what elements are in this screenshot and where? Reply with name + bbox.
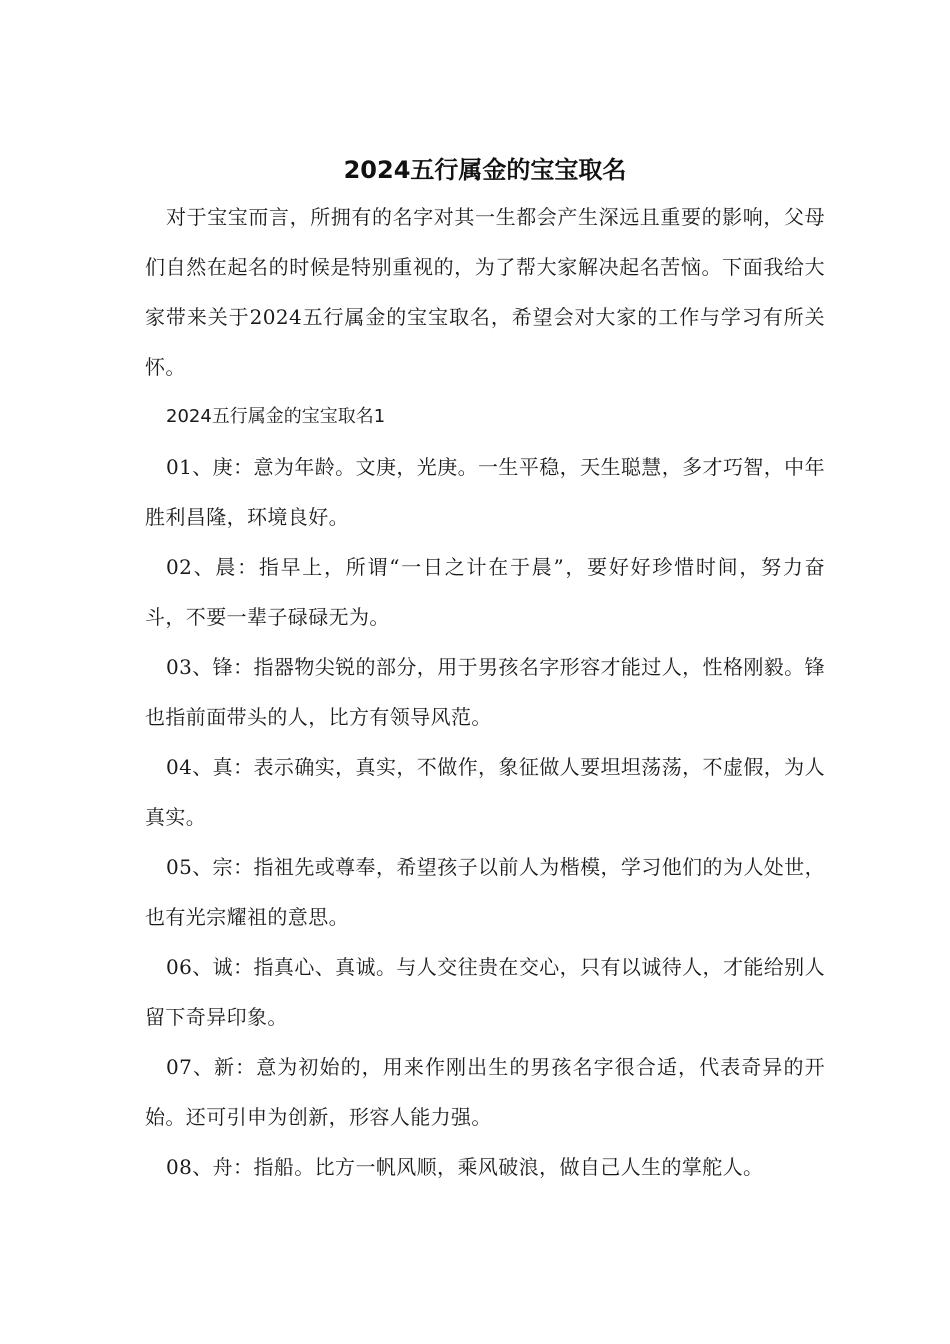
page-title: 2024五行属金的宝宝取名 xyxy=(343,156,627,184)
name-entry-07: 07、新：意为初始的，用来作刚出生的男孩名字很合适，代表奇异的开始。还可引申为创新，形容人能力强。 xyxy=(145,1055,825,1129)
section-heading: 2024五行属金的宝宝取名1 xyxy=(166,406,386,427)
name-entry-01: 01、庚：意为年龄。文庚，光庚。一生平稳，天生聪慧，多才巧智，中年胜利昌隆，环境良好。 xyxy=(145,455,825,529)
name-entry-08: 08、舟：指船。比方一帆风顺，乘风破浪，做自己人生的掌舵人。 xyxy=(166,1155,764,1179)
name-entry-04: 04、真：表示确实，真实，不做作，象征做人要坦坦荡荡，不虚假，为人真实。 xyxy=(145,755,825,829)
name-entry-03: 03、锋：指器物尖锐的部分，用于男孩名字形容才能过人，性格刚毅。锋也指前面带头的人，比方有领导风范。 xyxy=(145,655,825,729)
name-entry-05: 05、宗：指祖先或尊奉，希望孩子以前人为楷模，学习他们的为人处世，也有光宗耀祖的意思。 xyxy=(145,855,825,929)
intro-paragraph: 对于宝宝而言，所拥有的名字对其一生都会产生深远且重要的影响，父母们自然在起名的时候是特别重视的，为了帮大家解决起名苦恼。下面我给大家带来关于2024五行属金的宝宝取名，希望会对大家的工作与学习有所关怀。 xyxy=(145,205,825,379)
document-body xyxy=(145,150,825,1192)
name-entry-02: 02、晨：指早上，所谓“一日之计在于晨”，要好好珍惜时间，努力奋斗，不要一辈子碌碌无为。 xyxy=(145,555,825,629)
name-entry-06: 06、诚：指真心、真诚。与人交往贵在交心，只有以诚待人，才能给别人留下奇异印象。 xyxy=(145,955,825,1029)
